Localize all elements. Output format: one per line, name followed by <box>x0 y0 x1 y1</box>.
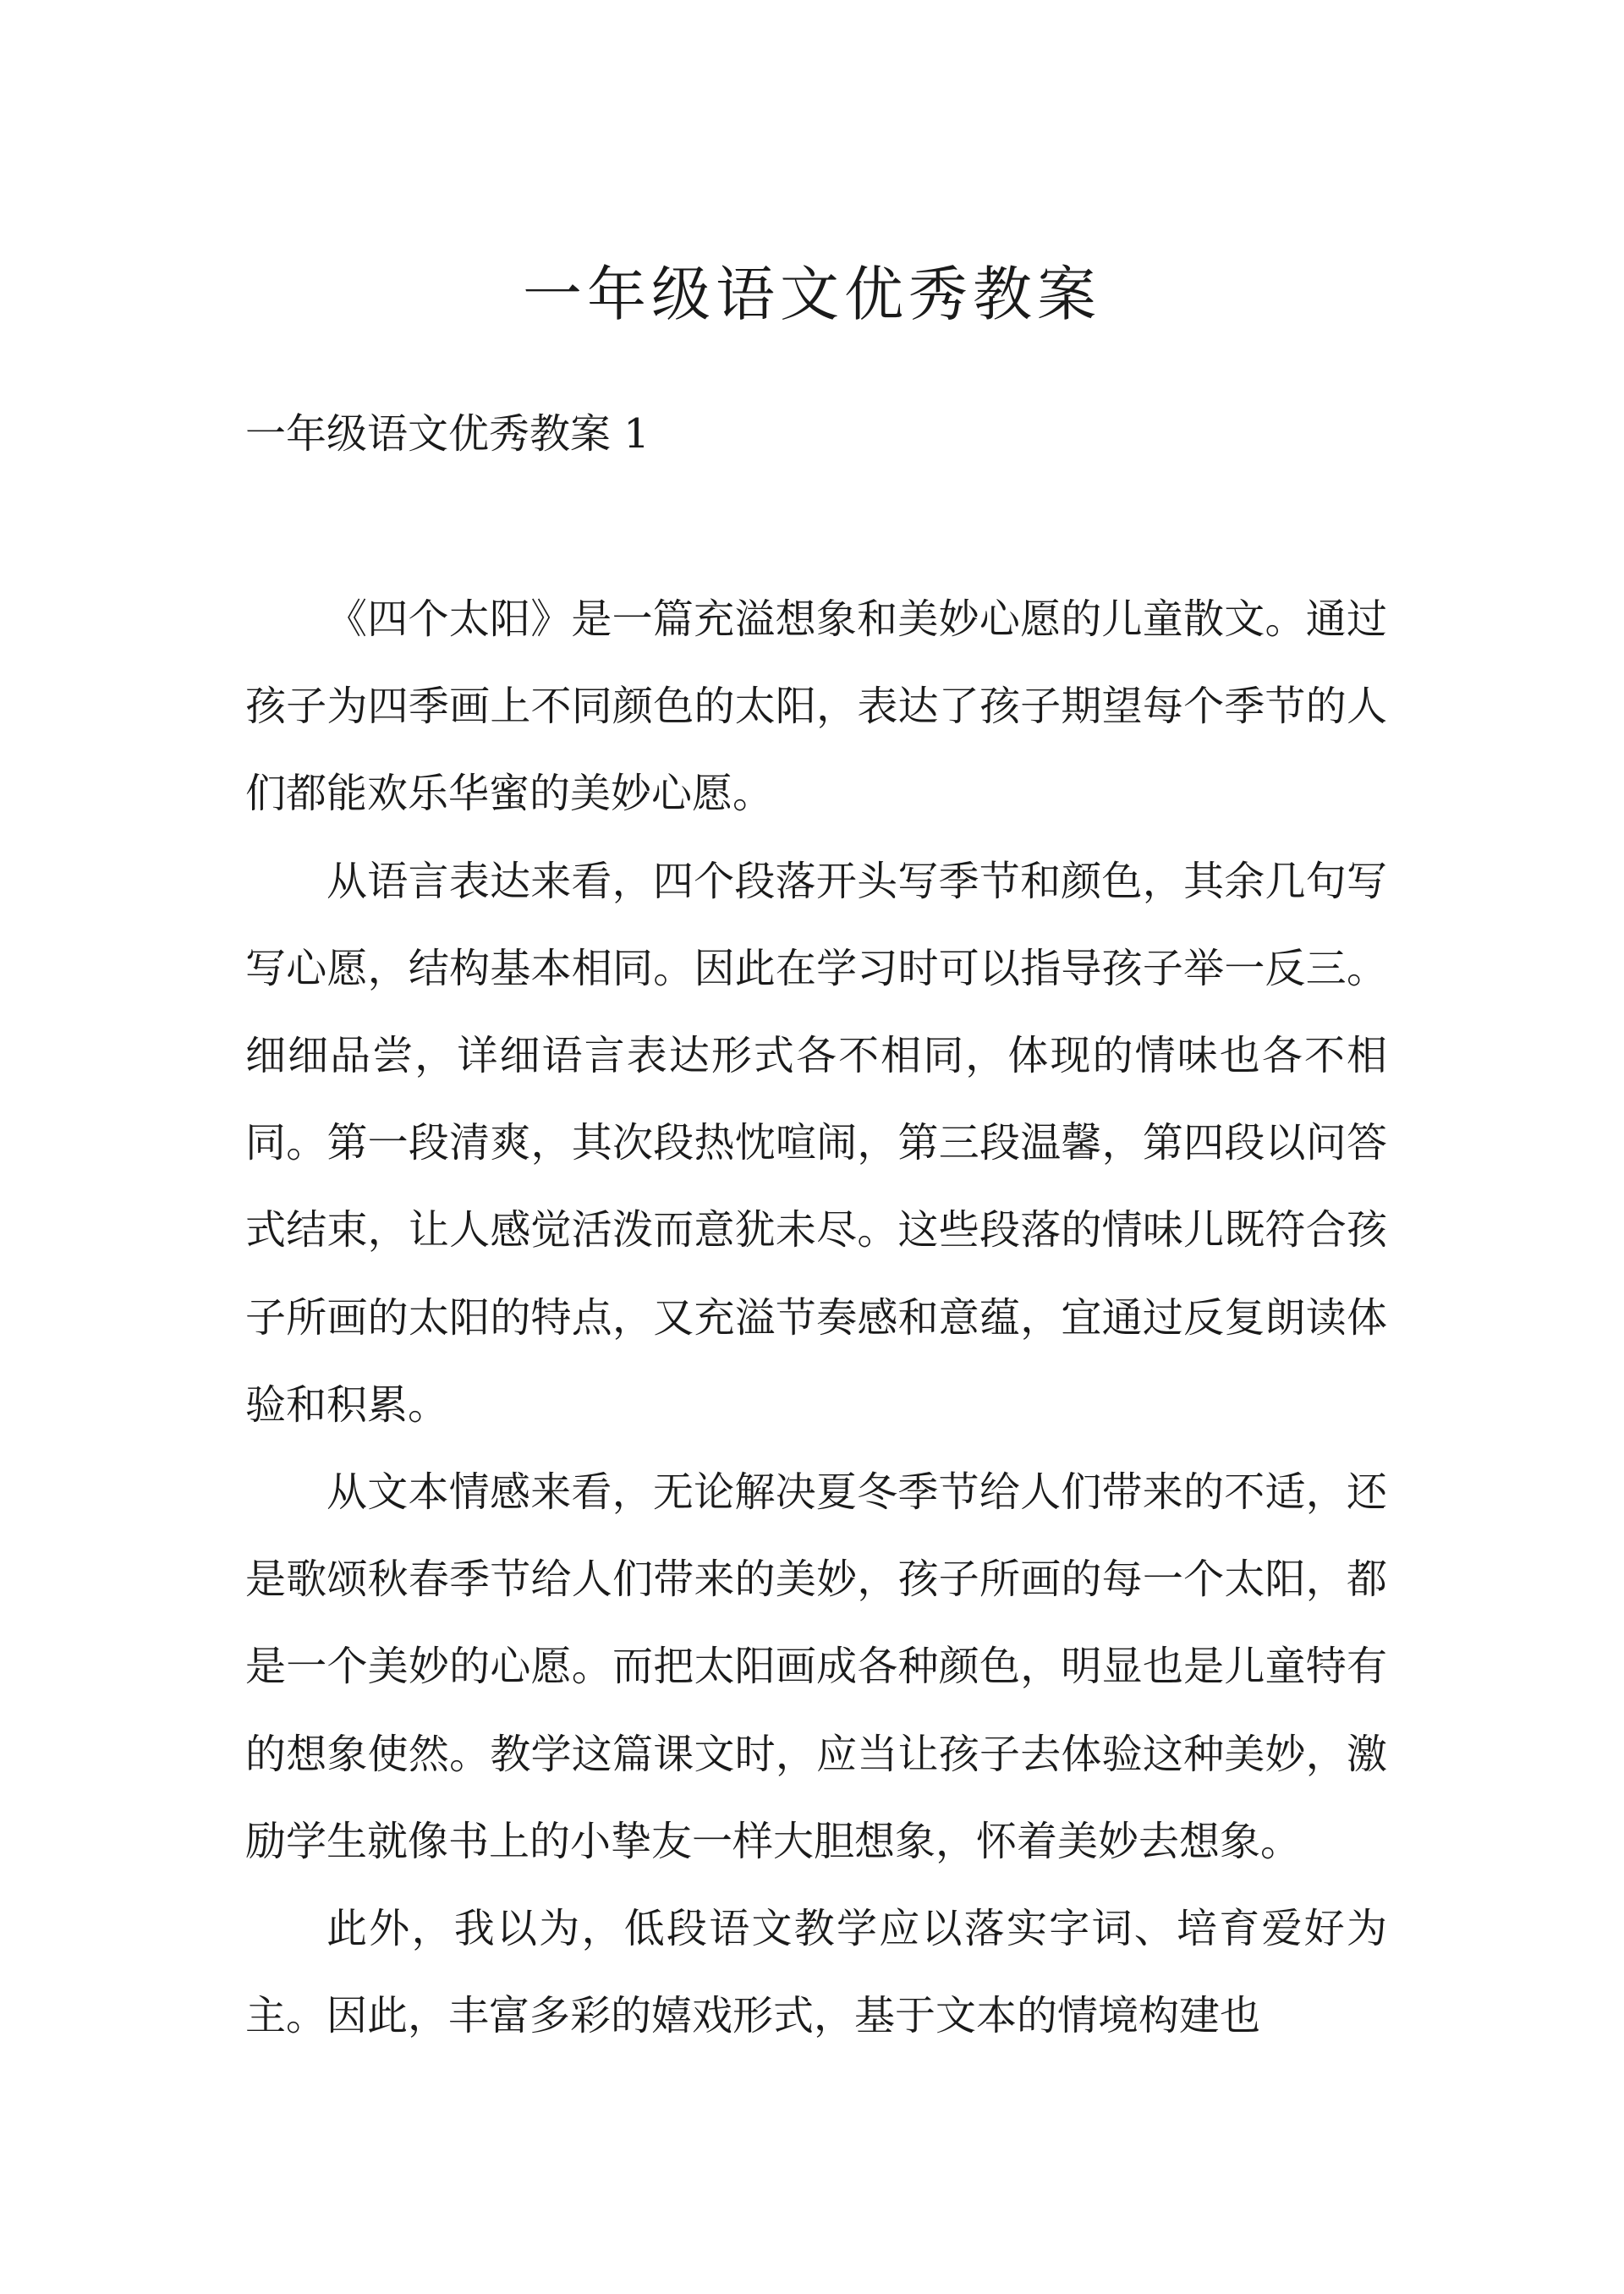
paragraph: 此外，我以为，低段语文教学应以落实字词、培育爱好为主。因此，丰富多彩的嬉戏形式，基于文本的情境构建也 <box>245 1905 1387 2040</box>
document-body <box>245 576 1387 2060</box>
paragraph: 从语言表达来看，四个段落开头写季节和颜色，其余几句写写心愿，结构基本相同。因此在学习时可以指导孩子举一反三。细细品尝，详细语言表达形式各不相同，体现的情味也各不相同。第一段清爽，其次段热忱喧闹，第三段温馨，第四段以问答式结束，让人感觉活泼而意犹未尽。这些段落的情味儿既符合孩子所画的太阳的特点，又充溢节奏感和意蕴，宜通过反复朗读体验和积累。 <box>245 857 1387 1429</box>
paragraph: 《四个太阳》是一篇充溢想象和美妙心愿的儿童散文。通过孩子为四季画上不同颜色的太阳，表达了孩子期望每个季节的人们都能欢乐华蜜的美妙心愿。 <box>245 595 1387 818</box>
section-heading: 一年级语文优秀教案 1 <box>245 410 650 458</box>
paragraph: 从文本情感来看，无论解决夏冬季节给人们带来的不适，还是歌颂秋春季节给人们带来的美妙，孩子所画的每一个太阳，都是一个美妙的心愿。而把太阳画成各种颜色，明显也是儿童特有的想象使然。教学这篇课文时，应当让孩子去体验这种美妙，激励学生就像书上的小挚友一样大胆想象，怀着美妙去想象。 <box>245 1468 1387 1865</box>
document-title: 一年级语文优秀教案 <box>523 260 1101 329</box>
